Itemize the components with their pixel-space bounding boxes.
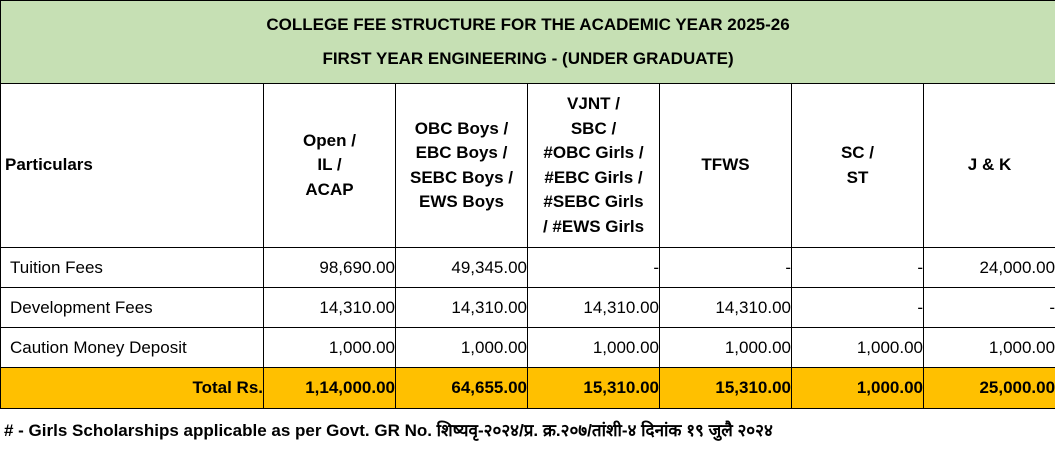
header-row (1, 84, 1055, 248)
value-cell: 24,000.00 (924, 248, 1055, 288)
value-cell: 1,000.00 (660, 328, 792, 368)
header-line: ST (846, 167, 869, 187)
total-cell: 1,000.00 (792, 368, 924, 409)
table-row-caution (1, 328, 1055, 368)
header-line: TFWS (701, 155, 750, 175)
header-line: EBC Boys / (415, 143, 508, 162)
value-cell: 1,000.00 (792, 328, 924, 368)
header-line: SC / (840, 143, 875, 162)
value-cell: 14,310.00 (396, 288, 528, 328)
value-cell: - (792, 288, 924, 328)
header-line: SEBC Boys / (410, 167, 513, 187)
header-line: OBC Boys / (414, 118, 509, 138)
header-line: #OBC Girls / (543, 143, 644, 162)
value-cell: 14,310.00 (660, 288, 792, 328)
header-line: Open / (303, 130, 356, 150)
total-cell: 15,310.00 (660, 368, 792, 409)
column-header-obc-boys (396, 84, 528, 248)
value-cell: 1,000.00 (528, 328, 660, 368)
header-line: EWS Boys (418, 192, 505, 211)
value-cell: 1,000.00 (264, 328, 396, 368)
table-row-total (1, 368, 1055, 409)
row-label: Caution Money Deposit (1, 328, 264, 368)
value-cell: - (528, 248, 660, 288)
column-header-sc-st (792, 84, 924, 248)
value-cell: - (924, 288, 1055, 328)
title-cell (1, 1, 1055, 84)
column-header-open (264, 84, 396, 248)
value-cell: 1,000.00 (396, 328, 528, 368)
header-line: VJNT / (567, 94, 620, 113)
value-cell: - (792, 248, 924, 288)
table-row-tuition (1, 248, 1055, 288)
header-line: #EBC Girls / (544, 167, 643, 187)
particulars-header: Particulars (1, 84, 264, 248)
row-label: Tuition Fees (1, 248, 264, 288)
total-cell: 15,310.00 (528, 368, 660, 409)
value-cell: 1,000.00 (924, 328, 1055, 368)
total-cell: 25,000.00 (924, 368, 1055, 409)
value-cell: - (660, 248, 792, 288)
total-cell: 64,655.00 (396, 368, 528, 409)
column-header-jk (924, 84, 1055, 248)
value-cell: 14,310.00 (264, 288, 396, 328)
header-line: #SEBC Girls (543, 192, 644, 211)
total-cell: 1,14,000.00 (264, 368, 396, 409)
footnote: # - Girls Scholarships applicable as per Govt. GR No. शिष्यवृ-२०२४/प्र. क्र.२०७/तांशी-४ दिनांक १९ जुलै २०२४ (4, 421, 773, 440)
header-line: SBC / (570, 118, 617, 138)
value-cell: 14,310.00 (528, 288, 660, 328)
header-line: ACAP (305, 179, 354, 199)
header-line: IL / (317, 155, 342, 175)
table-row-development (1, 288, 1055, 328)
header-line: J & K (967, 155, 1012, 175)
row-label: Development Fees (1, 288, 264, 328)
total-label: Total Rs. (1, 368, 264, 409)
column-header-vjnt (528, 84, 660, 248)
title-row (1, 1, 1055, 84)
value-cell: 98,690.00 (264, 248, 396, 288)
title-line-1: COLLEGE FEE STRUCTURE FOR THE ACADEMIC YEAR 2025-26 (266, 15, 790, 34)
column-header-tfws (660, 84, 792, 248)
header-line: / #EWS Girls (542, 216, 645, 236)
value-cell: 49,345.00 (396, 248, 528, 288)
title-line-2: FIRST YEAR ENGINEERING - (UNDER GRADUATE) (322, 49, 734, 68)
